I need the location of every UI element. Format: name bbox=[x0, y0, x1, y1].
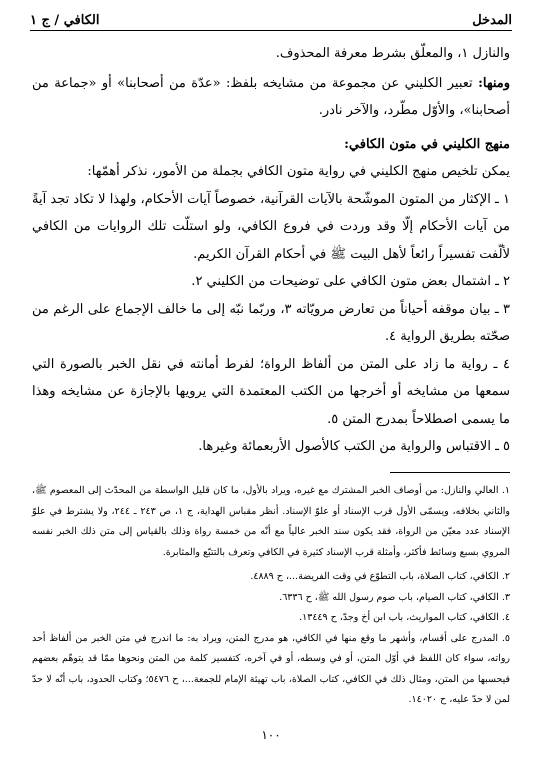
footnote-divider bbox=[390, 472, 510, 473]
footnote-4: ٤. الكافي، كتاب المواريث، باب ابن أخ وجدّ، ح ١٣٤٤٩. bbox=[299, 612, 510, 623]
section-title: المدخل bbox=[472, 13, 512, 28]
paragraph-8: ٥ ـ الاقتباس والرواية من الكتب كالأصول الأربعمائة وغيرها. bbox=[198, 439, 510, 454]
running-header bbox=[30, 8, 512, 31]
section-heading: منهج الكليني في متون الكافي: bbox=[344, 136, 510, 152]
paragraph-2 bbox=[32, 70, 510, 125]
paragraph-4: ١ ـ الإكثار من المتون الموشّحة بالآيات القرآنية، خصوصاً آيات الأحكام، ولهذا لا تكاد تجد آيةً من آيات الأحكام إلّا وقد وردت في فروع الكافي، ولو استلّت تلك الروايات من الكافي لألّفت تفسيراً رائعاً لأهل البيت ﷺ في أحكام القرآن الكريم. bbox=[32, 191, 510, 262]
main-text bbox=[32, 40, 510, 461]
paragraph-7: ٤ ـ رواية ما زاد على المتن من ألفاظ الرواة؛ لفرط أمانته في نقل الخبر بالصورة التي سمعها من مشايخه أو أخرجها من الكتب المعتمدة التي يرويها بالإجازة عن مشايخه وهذا ما يسمى اصطلاحاً بمدرج المتن ٥. bbox=[32, 356, 510, 427]
footnote-1: ١. العالي والنازل: من أوصاف الخبر المشترك مع غيره، ويراد بالأول، ما كان قليل الواسطة من المحدّث إلى المعصوم ﷺ، والثاني بخلافه، ويسمّى الأول قرب الإسناد أو علوّ الإسناد. أنظر مقباس الهداية، ج ١، ص ٢٤٣ ـ ٢٤٤، ولا يشترط في علوّ الإسناد عدد معيّن من الرواة، فقد يكون سند الخبر عالياً مع أنّه من خمسة رواة وذلك بالقياس إلى متن ذلك الخبر نفسه المروي بسبع وسائط فأكثر، وأمثلة قرب الإسناد كثيرة في الكافي وتعرف بالتتبّع والمثابرة. bbox=[32, 485, 510, 558]
paragraph-6: ٣ ـ بيان موقفه أحياناً من تعارض مرويّاته ٣، وربّما نبّه إلى ما خالف الإجماع على الرغم من صحّته بطريق الرواية ٤. bbox=[32, 301, 510, 344]
paragraph-2-text: تعبير الكليني عن مجموعة من مشايخه بلفظ: «عدّة من أصحابنا» أو «جماعة من أصحابنا»، والأوّل مطّرد، والآخر نادر. bbox=[32, 75, 510, 118]
paragraph-2-lead: ومنها: bbox=[478, 75, 510, 91]
footnotes bbox=[32, 481, 510, 711]
footnote-2: ٢. الكافي، كتاب الصلاة، باب التطوّع في وقت الفريضة...، ح ٤٨٨٩. bbox=[250, 571, 510, 582]
paragraph-5: ٢ ـ اشتمال بعض متون الكافي على توضيحات من الكليني ٢. bbox=[191, 274, 510, 289]
paragraph-1: والنازل ١، والمعلّق بشرط معرفة المحذوف. bbox=[275, 46, 510, 61]
book-title: الكافي / ج ١ bbox=[30, 13, 100, 28]
footnote-3: ٣. الكافي، كتاب الصيام، باب صوم رسول الله ﷺ، ح ٦٣٣٦. bbox=[279, 591, 510, 603]
paragraph-3: يمكن تلخيص منهج الكليني في رواية متون الكافي بجملة من الأمور، نذكر أهمّها: bbox=[87, 164, 510, 179]
page-number: ١٠٠ bbox=[261, 728, 281, 742]
footnote-5: ٥. المدرج على أقسام، وأشهر ما وقع منها في الكافي، هو مدرج المتن، ويراد به: ما اندرج في متن الخبر من ألفاظ أحد رواته، سواء كان اللفظ في أوّل المتن، أو في وسطه، أو في آخره، كتفسير كلمة من المتن ونحوها ممّا قد يتوهّم بعضهم فيحسبها من المتن، ومثال ذلك في الكافي، كتاب الصلاة، باب تهيئة الإمام للجمعة...، ح ٥٤٧٦؛ وكتاب الحدود، باب أنّه لا حدّ لمن لا حدّ عليه، ح ١٤٠٢٠. bbox=[32, 632, 510, 705]
